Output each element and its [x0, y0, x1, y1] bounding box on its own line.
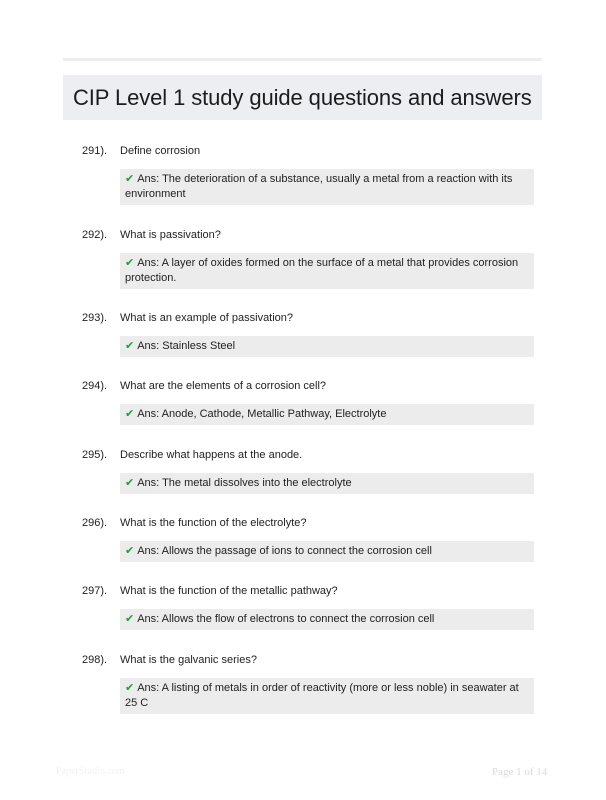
check-icon: ✔: [125, 340, 135, 352]
question-text: What is the function of the metallic pathway?: [120, 585, 338, 597]
answer-text: Ans: Stainless Steel: [137, 340, 236, 352]
answer-box: [120, 336, 534, 357]
answer-text: Ans: The metal dissolves into the electrolyte: [137, 477, 352, 489]
page-indicator: Page 1 of 14: [492, 766, 548, 778]
check-icon: ✔: [125, 477, 135, 489]
check-icon: ✔: [125, 613, 135, 625]
answer-box: [120, 404, 534, 425]
check-icon: ✔: [125, 257, 135, 269]
answer-box: [120, 678, 534, 714]
question-number: 296).: [82, 517, 108, 529]
answer-box: [120, 473, 534, 494]
page-title: CIP Level 1 study guide questions and answers: [73, 84, 532, 110]
question-text: What is an example of passivation?: [120, 312, 294, 324]
title-banner: [63, 75, 542, 120]
question-text: Define corrosion: [120, 145, 201, 157]
question-text: What is the function of the electrolyte?: [120, 517, 307, 529]
answer-box: [120, 169, 534, 205]
check-icon: ✔: [125, 545, 135, 557]
answer-text: Ans: Anode, Cathode, Metallic Pathway, Electrolyte: [137, 408, 387, 420]
question-number: 293).: [82, 312, 108, 324]
answer-text: Ans: A layer of oxides formed on the surface of a metal that provides corrosion protection.: [125, 257, 519, 284]
check-icon: ✔: [125, 408, 135, 420]
check-icon: ✔: [125, 173, 135, 185]
top-divider: [63, 58, 542, 61]
question-number: 298).: [82, 654, 108, 666]
answer-box: [120, 609, 534, 630]
answer-text: Ans: The deterioration of a substance, usually a metal from a reaction with its environment: [125, 173, 513, 200]
question-number: 292).: [82, 229, 108, 241]
footer-site: PaperStudio.com: [56, 766, 125, 777]
answer-text: Ans: Allows the passage of ions to connect the corrosion cell: [137, 545, 432, 557]
answer-text: Ans: A listing of metals in order of reactivity (more or less noble) in seawater at 25 C: [125, 682, 519, 709]
question-text: What are the elements of a corrosion cell?: [120, 380, 327, 392]
answer-box: [120, 541, 534, 562]
answer-text: Ans: Allows the flow of electrons to connect the corrosion cell: [137, 613, 435, 625]
question-text: Describe what happens at the anode.: [120, 449, 303, 461]
question-number: 297).: [82, 585, 108, 597]
answer-box: [120, 253, 534, 289]
question-number: 291).: [82, 145, 108, 157]
check-icon: ✔: [125, 682, 135, 694]
question-text: What is passivation?: [120, 229, 221, 241]
question-number: 294).: [82, 380, 108, 392]
question-number: 295).: [82, 449, 108, 461]
question-text: What is the galvanic series?: [120, 654, 257, 666]
